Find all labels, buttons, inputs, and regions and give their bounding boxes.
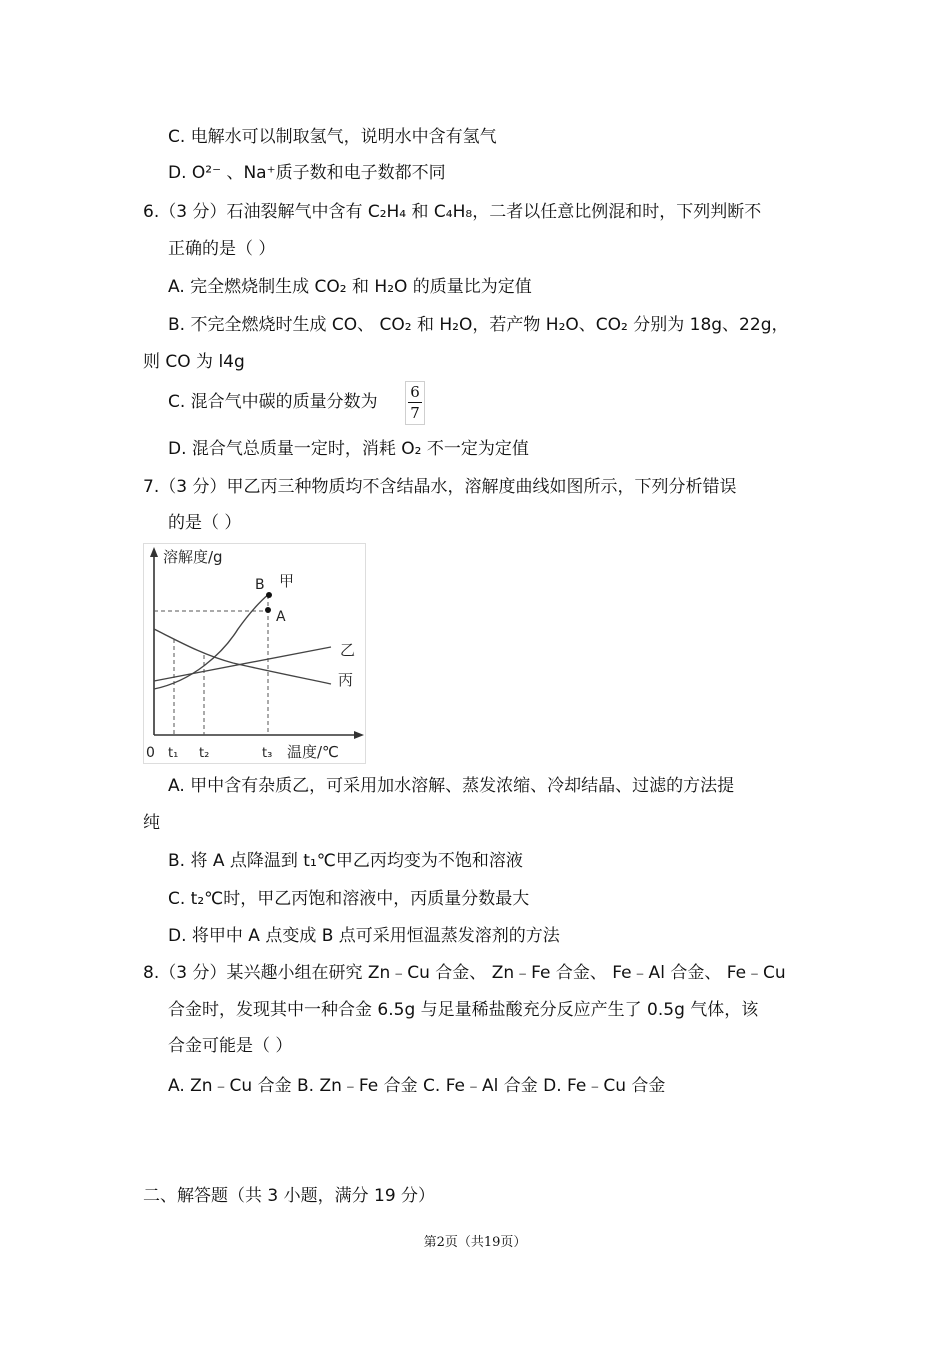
q6-option-d: D. 混合气总质量一定时，消耗 O₂ 不一定为定值 <box>168 439 529 459</box>
q7-option-a: A. 甲中含有杂质乙，可采用加水溶解、蒸发浓缩、冷却结晶、过滤的方法提 <box>168 776 735 796</box>
fraction-numerator: 6 <box>410 383 420 401</box>
q6-option-a: A. 完全燃烧制生成 CO₂ 和 H₂O 的质量比为定值 <box>168 277 532 297</box>
q7-option-a-cont: 纯 <box>143 813 160 833</box>
q5-option-c: C. 电解水可以制取氢气，说明水中含有氢气 <box>168 127 497 147</box>
q6-stem: 6.（3 分）石油裂解气中含有 C₂H₄ 和 C₄H₈，二者以任意比例混和时，下列判断不 <box>143 202 762 222</box>
q7-stem-cont: 的是（ ） <box>168 513 242 533</box>
x-axis-label: 温度/℃ <box>287 743 339 761</box>
origin-label: 0 <box>146 745 155 761</box>
q6-option-b-cont: 则 CO 为 l4g <box>143 352 245 372</box>
q8-stem-cont: 合金时，发现其中一种合金 6.5g 与足量稀盐酸充分反应产生了 0.5g 气体，该 <box>168 1000 759 1020</box>
tick-t2: t₂ <box>199 746 210 761</box>
q6-option-c: C. 混合气中碳的质量分数为 <box>168 392 378 412</box>
q6-option-b: B. 不完全燃烧时生成 CO、 CO₂ 和 H₂O，若产物 H₂O、CO₂ 分别为 18g、22g， <box>168 315 789 335</box>
q8-stem-cont2: 合金可能是（ ） <box>168 1036 293 1056</box>
fraction-six-sevenths <box>405 381 425 425</box>
page-footer: 第2页（共19页） <box>423 1235 527 1250</box>
y-axis-label: 溶解度/g <box>163 548 223 566</box>
series-jia-label: 甲 <box>279 572 295 590</box>
q7-stem: 7.（3 分）甲乙丙三种物质均不含结晶水，溶解度曲线如图所示，下列分析错误 <box>143 477 737 497</box>
q5-option-d: D. O²⁻ 、Na⁺质子数和电子数都不同 <box>168 163 446 183</box>
section-two-heading: 二、解答题（共 3 小题，满分 19 分） <box>143 1186 436 1206</box>
fraction-denominator: 7 <box>410 404 420 422</box>
tick-t3: t₃ <box>262 746 273 761</box>
tick-t1: t₁ <box>168 746 179 761</box>
point-b-label: B <box>255 577 265 593</box>
series-yi-label: 乙 <box>340 641 356 659</box>
point-b <box>266 592 272 598</box>
solubility-chart <box>143 543 367 765</box>
point-a <box>265 607 271 613</box>
q8-options: A. Zn﹣Cu 合金 B. Zn﹣Fe 合金 C. Fe﹣Al 合金 D. Fe﹣Cu 合金 <box>168 1076 666 1096</box>
q6-stem-cont: 正确的是（ ） <box>168 239 276 259</box>
fraction-bar <box>408 402 422 403</box>
q8-stem: 8.（3 分）某兴趣小组在研究 Zn﹣Cu 合金、 Zn﹣Fe 合金、 Fe﹣Al 合金、 Fe﹣Cu <box>143 963 786 983</box>
point-a-label: A <box>276 609 286 625</box>
series-bing-label: 丙 <box>338 671 354 689</box>
q7-option-b: B. 将 A 点降温到 t₁℃甲乙丙均变为不饱和溶液 <box>168 851 523 871</box>
q7-option-c: C. t₂℃时，甲乙丙饱和溶液中，丙质量分数最大 <box>168 889 530 909</box>
q7-option-d: D. 将甲中 A 点变成 B 点可采用恒温蒸发溶剂的方法 <box>168 926 560 946</box>
